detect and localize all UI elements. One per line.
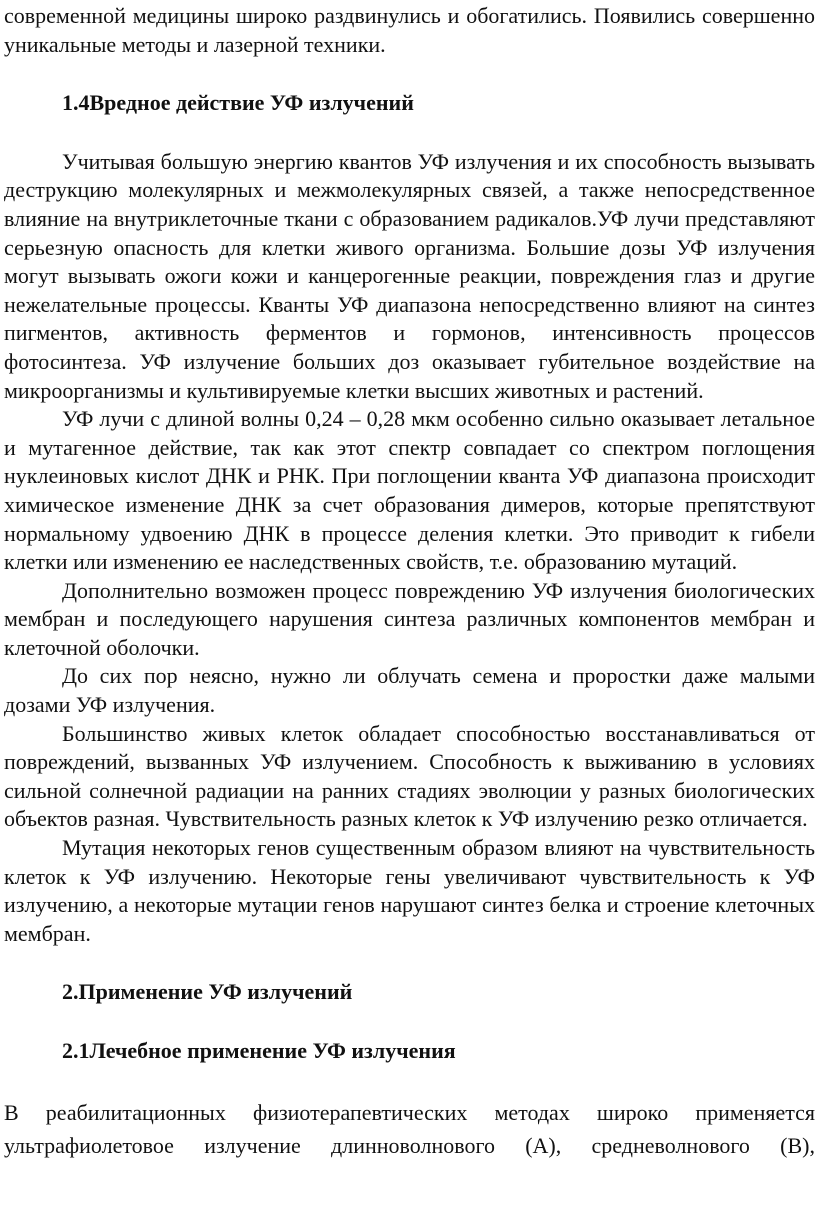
paragraph-1: Учитывая большую энергию квантов УФ излучения и их способность вызывать деструкцию молекулярных и межмолекулярных связей, а также непосредственное влияние на внутриклеточные ткани с образованием радикалов.УФ лучи представляют серьезную опасность для клетки живого организма. Большие дозы УФ излучения могут вызывать ожоги кожи и канцерогенные реакции, повреждения глаз и другие нежелательные процессы. Кванты УФ диапазона непосредственно влияют на синтез пигментов, активность ферментов и гормонов, интенсивность процессов фотосинтеза. УФ излучение больших доз оказывает губительное воздействие на микроорганизмы и культивируемые клетки высших животных и растений. xyxy=(4,148,815,403)
document-page xyxy=(4,0,815,1162)
intro-paragraph: современной медицины широко раздвинулись и обогатились. Появились совершенно уникальные методы и лазерной техники. xyxy=(4,3,815,57)
heading-2: 2.Применение УФ излучений xyxy=(62,979,353,1005)
paragraph-5: Большинство живых клеток обладает способностью восстанавливаться от повреждений, вызванных УФ излучением. Способность к выживанию в условиях сильной солнечной радиации на ранних стадиях эволюции у разных биологических объектов разная. Чувствительность разных клеток к УФ излучению резко отличается. xyxy=(4,720,815,832)
paragraph-4: До сих пор неясно, нужно ли облучать семена и проростки даже малыми дозами УФ излучения. xyxy=(4,663,815,718)
paragraph-3: Дополнительно возможен процесс повреждению УФ излучения биологических мембран и последующего нарушения синтеза различных компонентов мембран и клеточной оболочки. xyxy=(4,577,815,660)
paragraph-6: Мутация некоторых генов существенным образом влияют на чувствительность клеток к УФ излучению. Некоторые гены увеличивают чувствительность к УФ излучению, а некоторые мутации генов нарушают синтез белка и строение клеточных мембран. xyxy=(4,835,815,946)
paragraph-2-1: В реабилитационных физиотерапевтических методах широко применяется ультрафиолетовое излучение длинноволнового (А), средневолнового (В), xyxy=(4,1099,815,1158)
paragraph-2: УФ лучи с длиной волны 0,24 – 0,28 мкм особенно сильно оказывает летальное и мутагенное действие, так как этот спектр совпадает со спектром поглощения нуклеиновых кислот ДНК и РНК. При поглощении кванта УФ диапазона происходит химическое изменение ДНК за счет образования димеров, которые препятствуют нормальному удвоению ДНК в процессе деления клетки. Это приводит к гибели клетки или изменению ее наследственных свойств, т.е. образованию мутаций. xyxy=(4,406,815,575)
heading-2-1: 2.1Лечебное применение УФ излучения xyxy=(62,1038,456,1063)
heading-1-4: 1.4Вредное действие УФ излучений xyxy=(62,90,414,116)
